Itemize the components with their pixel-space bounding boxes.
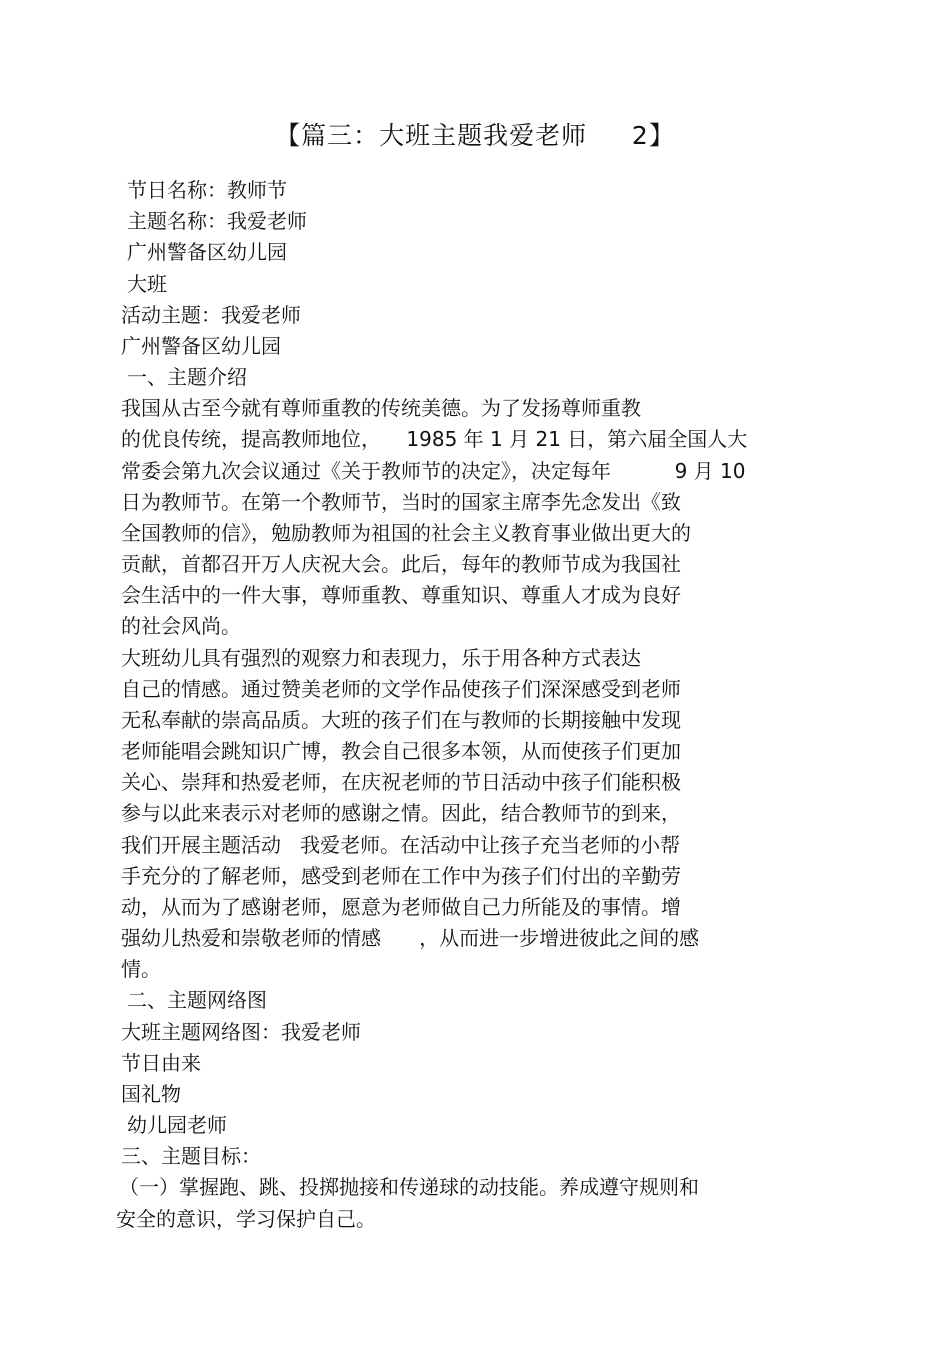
text-line: 我国从古至今就有尊师重教的传统美德。为了发扬尊师重教 — [121, 396, 641, 420]
text-line: 我们开展主题活动 我爱老师。在活动中让孩子充当老师的小帮 — [121, 833, 681, 857]
text-line: 大班幼儿具有强烈的观察力和表现力，乐于用各种方式表达 — [121, 646, 641, 670]
text-line: 国礼物 — [121, 1082, 181, 1106]
text-line: 日为教师节。在第一个教师节，当时的国家主席李先念发出《致 — [121, 490, 681, 514]
text-line: 大班 — [127, 272, 167, 296]
text-line: 二、主题网络图 — [127, 988, 267, 1012]
text-line: 全国教师的信》，勉励教师为祖国的社会主义教育事业做出更大的 — [121, 521, 691, 545]
text-line: 参与以此来表示对老师的感谢之情。因此，结合教师节的到来， — [121, 801, 681, 825]
text-line: 动，从而为了感谢老师，愿意为老师做自己力所能及的事情。增 — [121, 895, 681, 919]
text-line: 节日名称：教师节 — [127, 178, 287, 202]
text-line: 幼儿园老师 — [127, 1113, 227, 1137]
text-line: 手充分的了解老师，感受到老师在工作中为孩子们付出的辛勤劳 — [121, 864, 681, 888]
text-line: 一、主题介绍 — [127, 365, 247, 389]
text-line: 的优良传统，提高教师地位， 1985 年 1 月 21 日，第六届全国人大 — [121, 427, 748, 451]
text-line: 情。 — [121, 957, 161, 981]
text-line: 常委会第九次会议通过《关于教师节的决定》，决定每年 9 月 10 — [121, 459, 746, 483]
text-line: 广州警备区幼儿园 — [121, 334, 281, 358]
text-line: 关心、崇拜和热爱老师，在庆祝老师的节日活动中孩子们能积极 — [121, 770, 681, 794]
text-line: 的社会风尚。 — [121, 614, 241, 638]
text-line: 主题名称：我爱老师 — [127, 209, 307, 233]
text-line: 活动主题：我爱老师 — [121, 303, 301, 327]
document-title: 【篇三：大班主题我爱老师 2】 — [275, 121, 675, 150]
text-line: 自己的情感。通过赞美老师的文学作品使孩子们深深感受到老师 — [121, 677, 681, 701]
text-line: 会生活中的一件大事，尊师重教、尊重知识、尊重人才成为良好 — [121, 583, 681, 607]
text-line: 老师能唱会跳知识广博，教会自己很多本领，从而使孩子们更加 — [121, 739, 681, 763]
text-line: 大班主题网络图：我爱老师 — [121, 1020, 361, 1044]
text-line: 无私奉献的崇高品质。大班的孩子们在与教师的长期接触中发现 — [121, 708, 681, 732]
text-line: （一）掌握跑、跳、投掷抛接和传递球的动技能。养成遵守规则和 — [119, 1175, 699, 1199]
text-line: 广州警备区幼儿园 — [127, 240, 287, 264]
text-line: 安全的意识，学习保护自己。 — [116, 1207, 376, 1231]
text-line: 三、主题目标： — [121, 1144, 261, 1168]
text-line: 节日由来 — [121, 1051, 201, 1075]
text-line: 强幼儿热爱和崇敬老师的情感 ，从而进一步增进彼此之间的感 — [121, 926, 700, 950]
text-line: 贡献，首都召开万人庆祝大会。此后，每年的教师节成为我国社 — [121, 552, 681, 576]
